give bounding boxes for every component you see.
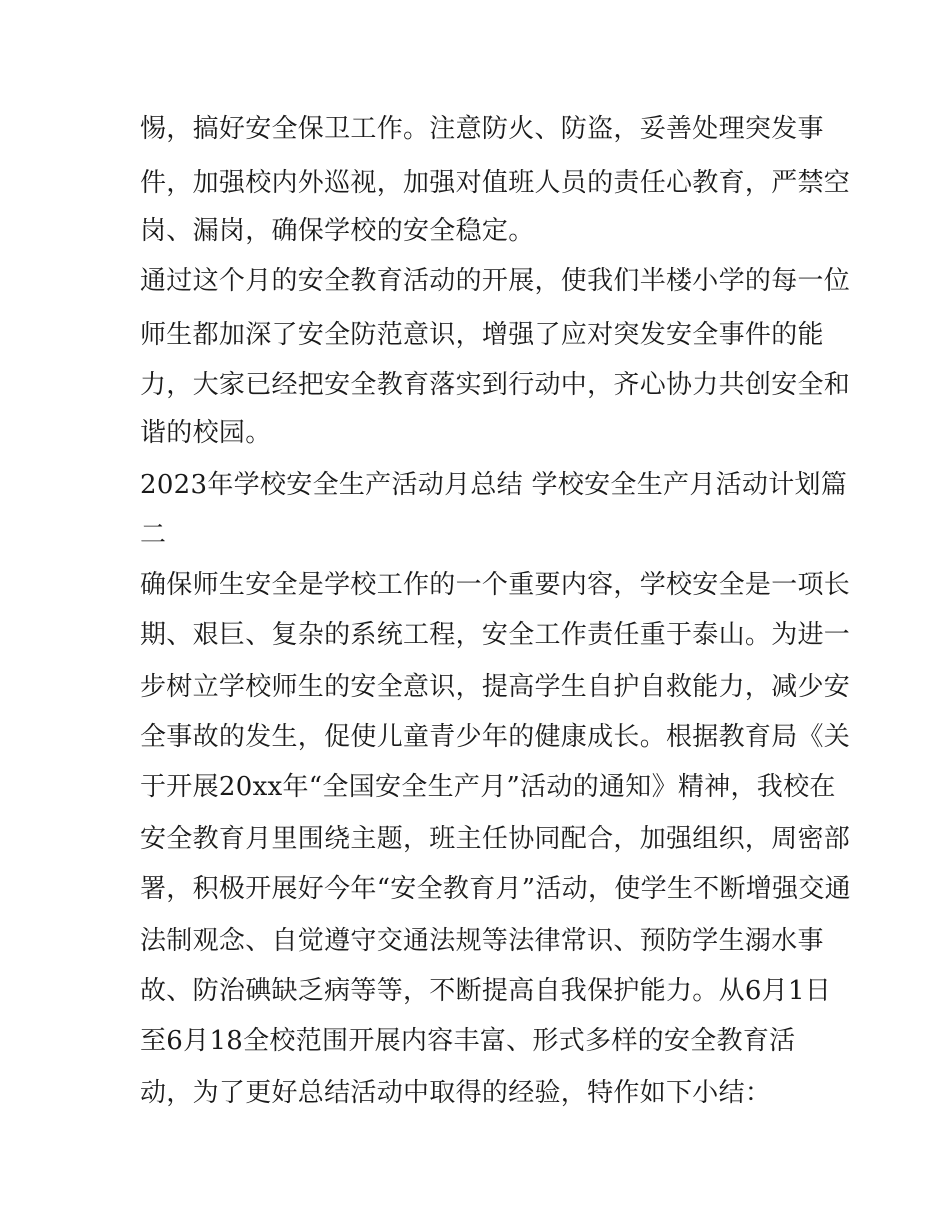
text-line: 确保师生安全是学校工作的一个重要内容，学校安全是一项长 [140,570,851,600]
text-line: 于开展20xx年“全国安全生产月”活动的通知》精神，我校在 [140,772,836,802]
text-line: 期、艰巨、复杂的系统工程，安全工作责任重于泰山。为进一 [140,620,851,650]
text-line: 安全教育月里围绕主题，班主任协同配合，加强组织，周密部 [140,824,851,854]
text-line: 故、防治碘缺乏病等等，不断提高自我保护能力。从6月1日 [140,976,832,1006]
text-line: 动，为了更好总结活动中取得的经验，特作如下小结： [140,1078,772,1108]
text-line: 力，大家已经把安全教育落实到行动中，齐心协力共创安全和 [140,370,851,400]
text-line: 2023年学校安全生产活动月总结 学校安全生产月活动计划篇 [140,470,848,500]
text-line: 步树立学校师生的安全意识，提高学生自护自救能力，减少安 [140,672,851,702]
text-line: 谐的校园。 [140,418,272,448]
text-line: 二 [140,520,167,550]
text-line: 惕，搞好安全保卫工作。注意防火、防盗，妥善处理突发事 [140,114,824,144]
text-line: 署，积极开展好今年“安全教育月”活动，使学生不断增强交通 [140,874,851,904]
text-line: 法制观念、自觉遵守交通法规等法律常识、预防学生溺水事 [140,926,824,956]
text-line: 全事故的发生，促使儿童青少年的健康成长。根据教育局《关 [140,722,851,752]
text-line: 岗、漏岗，确保学校的安全稳定。 [140,216,535,246]
text-line: 通过这个月的安全教育活动的开展，使我们半楼小学的每一位 [140,266,851,296]
text-line: 至6月18全校范围开展内容丰富、形式多样的安全教育活 [140,1026,796,1056]
text-line: 师生都加深了安全防范意识，增强了应对突发安全事件的能 [140,320,824,350]
text-line: 件，加强校内外巡视，加强对值班人员的责任心教育，严禁空 [140,168,851,198]
